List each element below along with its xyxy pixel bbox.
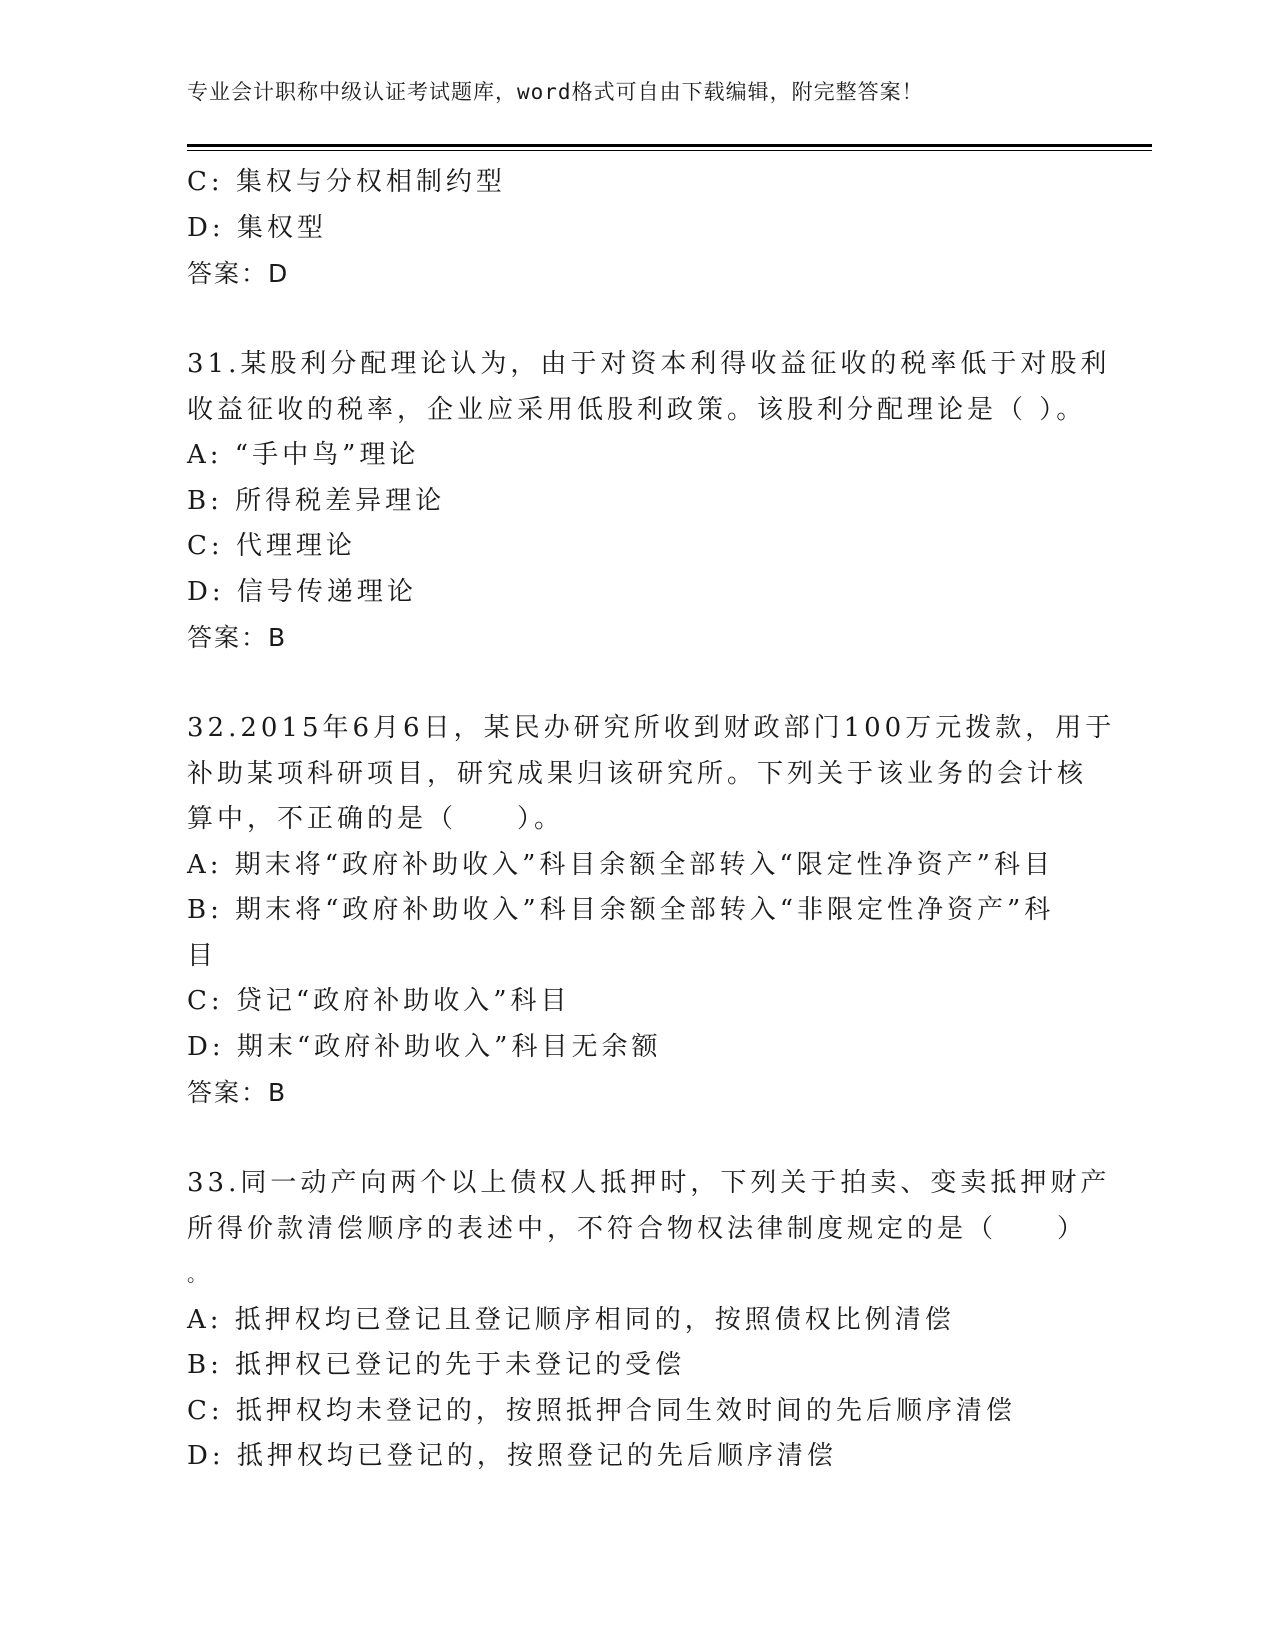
option-c: C: 集权与分权相制约型 <box>187 167 506 197</box>
question-stem: 算中，不正确的是（ ）。 <box>187 804 565 834</box>
option-b: B: 期末将“政府补助收入”科目余额全部转入“非限定性净资产”科 <box>187 895 1055 925</box>
question-content <box>187 160 1116 1480</box>
option-a: A: “手中鸟”理论 <box>187 440 420 470</box>
question-stem: 33.同一动产向两个以上债权人抵押时，下列关于拍卖、变卖抵押财产 <box>187 1168 1111 1198</box>
header-rule-thin <box>187 150 1152 151</box>
option-b: B: 所得税差异理论 <box>187 485 446 516</box>
option-c: C: 代理理论 <box>187 531 356 561</box>
option-d: D: 抵押权均已登记的，按照登记的先后顺序清偿 <box>187 1441 837 1471</box>
question-31 <box>187 342 1111 661</box>
question-33 <box>187 1161 1111 1480</box>
page-header: 专业会计职称中级认证考试题库，word格式可自由下载编辑，附完整答案！ <box>187 80 924 104</box>
option-d: D: 集权型 <box>187 212 327 243</box>
option-a: A: 抵押权均已登记且登记顺序相同的，按照债权比例清偿 <box>187 1304 955 1335</box>
question-stem: 32.2015年6月6日，某民办研究所收到财政部门100万元拨款，用于 <box>187 713 1116 743</box>
option-c: C: 贷记“政府补助收入”科目 <box>187 986 571 1016</box>
option-d: D: 期末“政府补助收入”科目无余额 <box>187 1031 662 1062</box>
answer: 答案：D <box>187 259 290 288</box>
option-b-continued: 目 <box>187 940 218 971</box>
answer: 答案：B <box>187 1078 288 1107</box>
option-c: C: 抵押权均未登记的，按照抵押合同生效时间的先后顺序清偿 <box>187 1395 1016 1426</box>
option-a: A: 期末将“政府补助收入”科目余额全部转入“限定性净资产”科目 <box>187 849 1054 880</box>
question-32 <box>187 706 1116 1116</box>
question-stem: 补助某项科研项目，研究成果归该研究所。下列关于该业务的会计核 <box>187 758 1088 789</box>
question-30-tail <box>187 160 1087 297</box>
header-rule-thick <box>187 144 1152 147</box>
question-stem: 收益征收的税率，企业应采用低股利政策。该股利分配理论是（ ）。 <box>187 394 1087 425</box>
question-stem: 。 <box>187 1262 211 1286</box>
option-d: D: 信号传递理论 <box>187 576 417 607</box>
question-stem: 所得价款清偿顺序的表述中，不符合物权法律制度规定的是（ ） <box>187 1213 1088 1244</box>
answer: 答案：B <box>187 623 288 652</box>
option-b: B: 抵押权已登记的先于未登记的受偿 <box>187 1350 686 1380</box>
question-stem: 31.某股利分配理论认为，由于对资本利得收益征收的税率低于对股利 <box>187 349 1111 379</box>
